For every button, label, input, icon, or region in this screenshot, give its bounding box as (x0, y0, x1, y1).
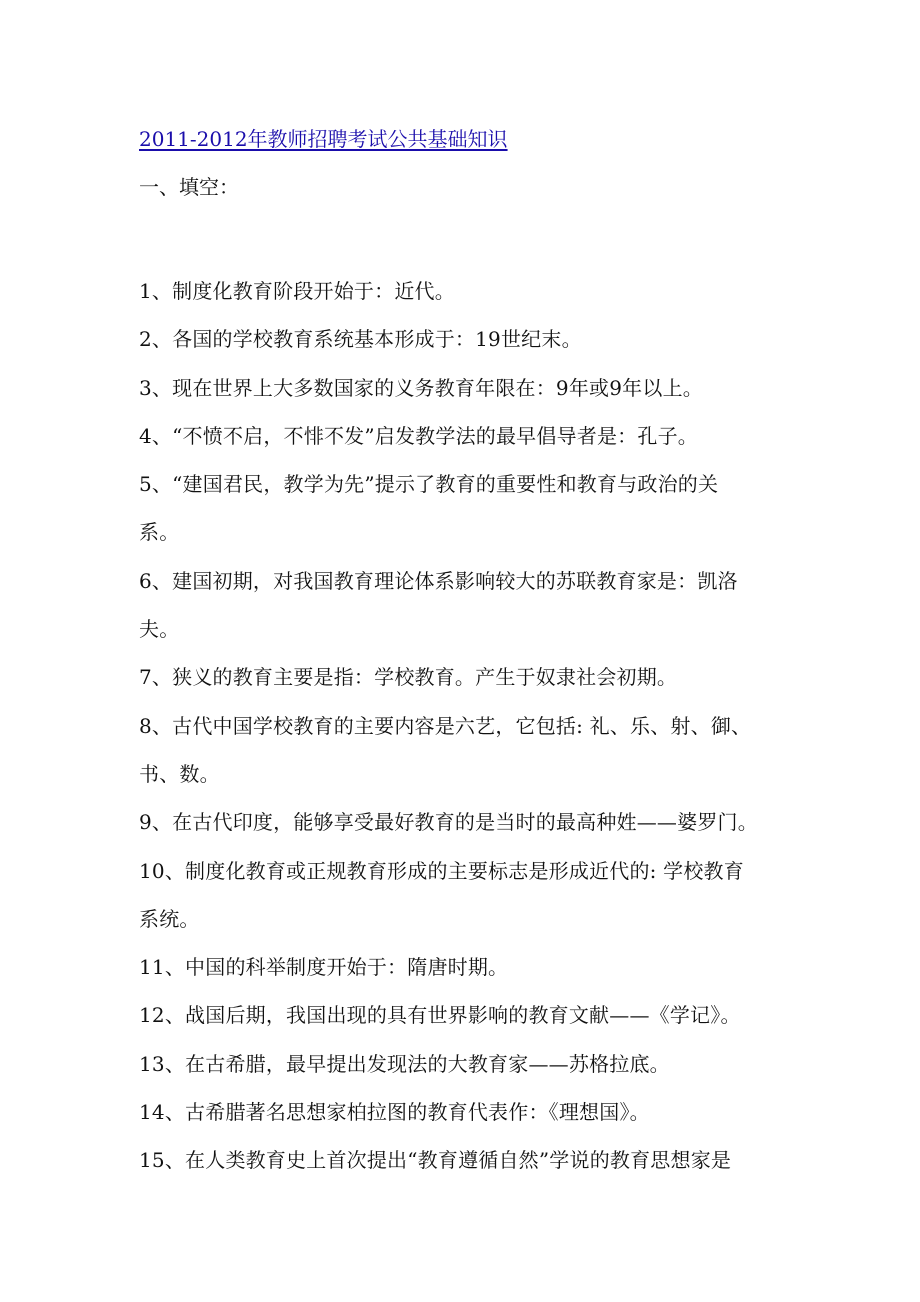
list-line: 8、古代中国学校教育的主要内容是六艺，它包括: 礼、乐、射、御、 (139, 713, 752, 738)
list-line: 15、在人类教育史上首次提出“教育遵循自然”学说的教育思想家是 (139, 1148, 732, 1173)
document-title-link[interactable]: 2011-2012年教师招聘考试公共基础知识 (139, 127, 508, 151)
fill-in-list (139, 267, 789, 1185)
list-line: 13、在古希腊，最早提出发现法的大教育家——苏格拉底。 (139, 1051, 670, 1076)
list-line: 12、战国后期，我国出现的具有世界影响的教育文献——《学记》。 (139, 1003, 741, 1028)
list-line: 7、狭义的教育主要是指：学校教育。产生于奴隶社会初期。 (139, 665, 678, 690)
list-line: 系。 (139, 520, 180, 545)
list-line: 书、数。 (139, 761, 220, 786)
list-line: 9、在古代印度，能够享受最好教育的是当时的最高种姓——婆罗门。 (139, 810, 758, 835)
list-line: 4、“不愤不启，不悱不发”启发教学法的最早倡导者是：孔子。 (139, 423, 698, 448)
section-heading: 一、填空： (139, 175, 239, 199)
list-line: 5、“建国君民，教学为先”提示了教育的重要性和教育与政治的关 (139, 472, 719, 497)
list-line: 10、制度化教育或正规教育形成的主要标志是形成近代的: 学校教育 (139, 858, 744, 883)
list-line: 3、现在世界上大多数国家的义务教育年限在：9年或9年以上。 (139, 375, 703, 400)
list-line: 14、古希腊著名思想家柏拉图的教育代表作：《理想国》。 (139, 1100, 650, 1125)
list-line: 1、制度化教育阶段开始于：近代。 (139, 279, 455, 303)
list-line: 系统。 (139, 906, 200, 931)
list-line: 11、中国的科举制度开始于：隋唐时期。 (139, 955, 509, 980)
list-line: 夫。 (139, 617, 180, 642)
list-line: 2、各国的学校教育系统基本形成于：19世纪末。 (139, 327, 582, 352)
list-line: 6、建国初期，对我国教育理论体系影响较大的苏联教育家是：凯洛 (139, 568, 738, 593)
